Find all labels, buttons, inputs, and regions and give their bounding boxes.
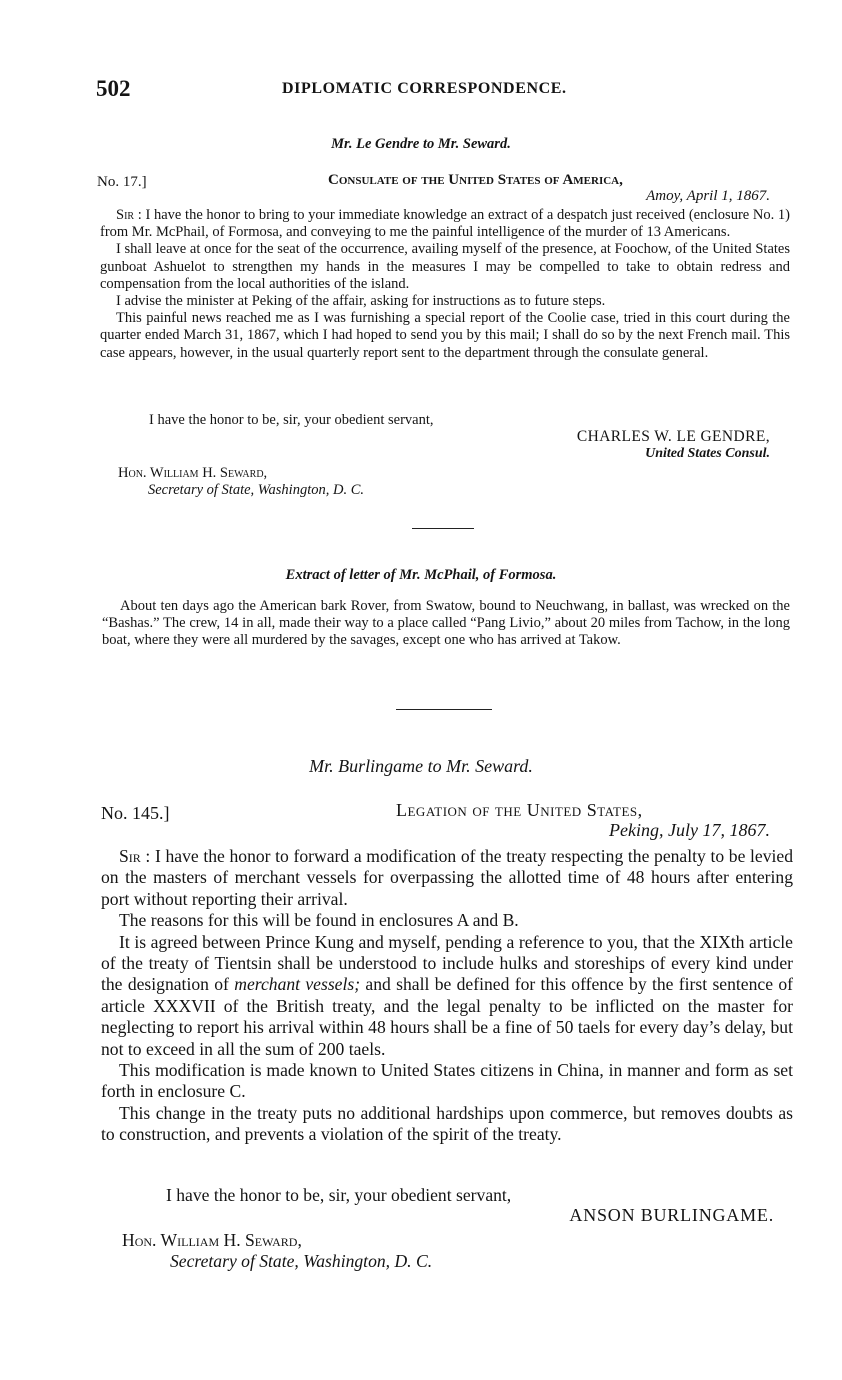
letter1-number: No. 17.] — [97, 174, 147, 190]
page-number: 502 — [96, 76, 131, 101]
letter2-signature: ANSON BURLINGAME. — [569, 1205, 774, 1225]
letter2-addressee: Hon. William H. Seward, — [122, 1230, 302, 1250]
running-title: DIPLOMATIC CORRESPONDENCE. — [282, 80, 567, 97]
letter1-date: Amoy, April 1, 1867. — [646, 188, 770, 204]
letter1-body — [100, 207, 790, 362]
extract-body — [102, 598, 790, 650]
letter2-salutation: Sir : — [119, 846, 151, 866]
section-divider — [412, 528, 474, 529]
letter1-closing: I have the honor to be, sir, your obedient servant, — [149, 412, 434, 428]
letter1-signature: CHARLES W. LE GENDRE, — [576, 428, 770, 445]
letter2-place: Legation of the United States, — [396, 800, 643, 820]
letter2-paragraph: Sir : I have the honor to forward a modification of the treaty respecting the penalty to be levied on the masters of merchant vessels for overpassing the allotted time of 48 hours after entering port without reporting their arrival. — [101, 846, 794, 909]
page-header — [96, 76, 790, 106]
section-divider — [396, 709, 492, 710]
letter2-addressee-title: Secretary of State, Washington, D. C. — [170, 1251, 433, 1271]
extract-title: Extract of letter of Mr. McPhail, of Formosa. — [285, 567, 557, 583]
letter1-paragraph: This painful news reached me as I was furnishing a special report of the Coolie case, tried in this court during the quarter ended March 31, 1867, which I had hoped to send you by this mail; I shall do so by the next French mail. This case appears, however, in the usual quarterly report sent to the department through the consulate general. — [100, 310, 790, 361]
letter2-title: Mr. Burlingame to Mr. Seward. — [309, 756, 533, 776]
letter1-title: Mr. Le Gendre to Mr. Seward. — [331, 136, 511, 152]
letter1-paragraph: Sir : I have the honor to bring to your immediate knowledge an extract of a despatch just received (enclosure No. 1) from Mr. McPhail, of Formosa, and conveying to me the painful intelligence of the murder of 13 Americans. — [100, 207, 791, 241]
letter1-addressee: Hon. William H. Seward, — [118, 465, 268, 481]
letter2-paragraph: It is agreed between Prince Kung and myself, pending a reference to you, that the XIXth article of the treaty of Tientsin shall be understood to include hulks and storeships of every kind under the designation of merchant vessels; and shall be defined for this offence by the first sentence of article XXXVII of the British treaty, and the legal penalty to be inflicted on the master for neglecting to report his arrival within 48 hours shall be a fine of 50 taels for every day’s delay, but not to exceed in all the sum of 200 taels. — [101, 931, 793, 1059]
letter1-salutation: Sir : — [116, 207, 142, 223]
letter2-paragraph: The reasons for this will be found in enclosures A and B. — [119, 910, 519, 931]
letter1-paragraph: I advise the minister at Peking of the affair, asking for instructions as to future steps. — [116, 293, 606, 310]
letter1-signature-title: United States Consul. — [645, 446, 770, 461]
letter2-date: Peking, July 17, 1867. — [609, 820, 770, 840]
letter2-paragraph: This modification is made known to United States citizens in China, in manner and form as set forth in enclosure C. — [101, 1060, 793, 1102]
letter2-number: No. 145.] — [101, 803, 170, 823]
letter2-closing: I have the honor to be, sir, your obedient servant, — [166, 1185, 512, 1205]
letter1-place: Consulate of the United States of America, — [328, 172, 623, 188]
letter2-body — [101, 846, 793, 1146]
letter1-addressee-title: Secretary of State, Washington, D. C. — [148, 482, 365, 498]
letter2-paragraph: This change in the treaty puts no additional hardships upon commerce, but removes doubts as to construction, and prevents a violation of the spirit of the treaty. — [101, 1102, 793, 1145]
extract-paragraph: About ten days ago the American bark Rover, from Swatow, bound to Neuchwang, in ballast, was wrecked on the “Bashas.” The crew, 14 in all, made their way to a place called “Pang Livio,” about 20 miles from Tachow, in the long boat, where they were all murdered by the savages, except one who has arrived at Takow. — [102, 598, 790, 649]
letter1-paragraph: I shall leave at once for the seat of the occurrence, availing myself of the presence, at Foochow, of the United States gunboat Ashuelot to strengthen my hands in the measures I may be compelled to take to obtain redress and compensation from the local authorities of the island. — [100, 241, 790, 292]
